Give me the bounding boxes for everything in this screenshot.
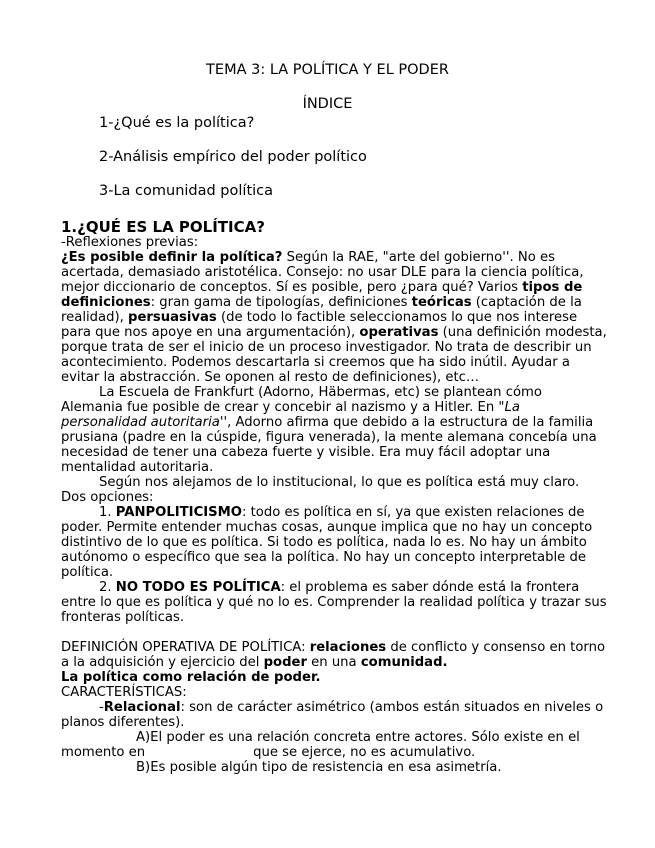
index-item-3: 3-La comunidad política	[99, 183, 274, 199]
question-bold: ¿Es posible definir la política?	[61, 250, 283, 265]
section-1-heading: 1.¿QUÉ ES LA POLÍTICA?	[61, 218, 265, 236]
index-item-2: 2-Análisis empírico del poder político	[99, 149, 367, 165]
document-page: TEMA 3: LA POLÍTICA Y EL PODER ÍNDICE 1-¿Qué es la política? 2-Análisis empírico del poder político 3-La comunidad política 1.¿QUÉ ES LA POLÍTICA? -Reflexiones previas: ¿Es posible definir la política? Según la RAE, "arte del gobierno''. No es acertada, demasiado aristotélica. Consejo: no usar DLE para la ciencia política, mejor diccionario de conceptos. Sí es posible, pero ¿para qué? Varios tipos de definiciones: gran gama de tipologías, definiciones teóricas (captación de la realidad), persuasivas (de todo lo factible seleccionamos lo que nos interese para que nos apoye en una argumentación), operativas (una definición modesta, porque trata de ser el inicio de un proceso investigador. No trata de describir un acontecimiento. Podemos descartarla si creemos que ha sido inútil. Ayudar a evitar la abstracción. Se oponen al resto de definiciones), etc… La Escuela de Frankfurt (Adorno, Häbermas, etc) se plantean cómo Alemania fue posible de crear y concebir al nazismo y a Hitler. En "La personalidad autoritaria'', Adorno afirma que debido a la estructura de la familia prusiana (padre en la cúspide, figura venerada), la mente alemana concebía una necesidad de tener una cabeza fuerte y visible. Era muy fácil adoptar una mentalidad autoritaria. Según nos alejamos de lo institucional, lo que es política está muy claro. Dos opciones: 1. PANPOLITICISMO: todo es política en sí, ya que existen relaciones de poder. Permite entender muchas cosas, aunque implica que no hay un concepto distintivo de lo que es política. Si todo es política, nada lo es. No hay un ámbito autónomo o específico que sea la política. No hay un concepto interpretable de política. 2. NO TODO ES POLÍTICA: el problema es saber dónde está la frontera entre lo que es política y qué no lo es. Comprender la realidad política y trazar sus fronteras políticas. DEFINICIÓN OPERATIVA DE POLÍTICA: relaciones de conflicto y consenso en torno a la adquisición y ejercicio del poder en una comunidad. La política como relación de poder. CARACTERÍSTICAS: -Relacional: son de carácter asimétrico (ambos están situados en niveles o planos diferentes). A)El poder es una relación concreta entre actores. Sólo existe en el momento en que se ejerce, no es acumulativo. B)Es posible algún tipo de resistencia en esa asimetría.	[0, 0, 655, 848]
index-item-1: 1-¿Qué es la política?	[99, 115, 255, 131]
index-heading: ÍNDICE	[302, 96, 353, 112]
document-title: TEMA 3: LA POLÍTICA Y EL PODER	[206, 62, 449, 78]
reflexiones-label: -Reflexiones previas:	[61, 235, 199, 250]
